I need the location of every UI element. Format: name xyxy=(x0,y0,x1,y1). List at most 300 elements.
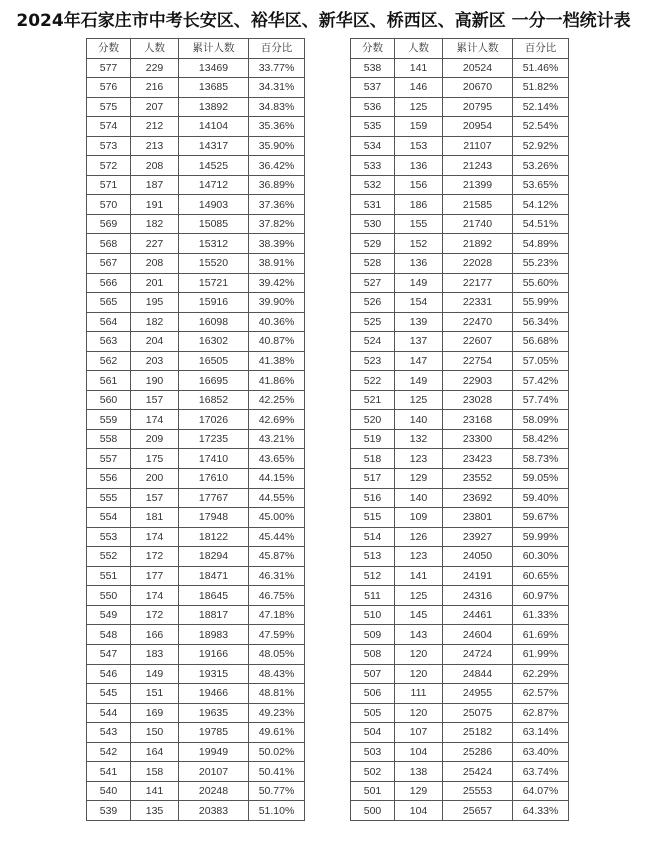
cell-cumulative: 15085 xyxy=(179,214,249,234)
cell-count: 191 xyxy=(131,195,179,215)
cell-count: 141 xyxy=(131,781,179,801)
cell-percentage: 59.67% xyxy=(513,508,569,528)
cell-cumulative: 23168 xyxy=(443,410,513,430)
cell-score: 548 xyxy=(87,625,131,645)
cell-score: 566 xyxy=(87,273,131,293)
table-row xyxy=(351,781,569,801)
cell-cumulative: 19466 xyxy=(179,684,249,704)
table-row xyxy=(351,117,569,137)
cell-score: 510 xyxy=(351,605,395,625)
cell-score: 517 xyxy=(351,469,395,489)
cell-cumulative: 15520 xyxy=(179,254,249,274)
cell-cumulative: 24050 xyxy=(443,547,513,567)
cell-percentage: 55.60% xyxy=(513,273,569,293)
cell-score: 506 xyxy=(351,684,395,704)
cell-count: 216 xyxy=(131,78,179,98)
cell-percentage: 34.31% xyxy=(249,78,305,98)
cell-count: 186 xyxy=(395,195,443,215)
cell-count: 169 xyxy=(131,703,179,723)
cell-cumulative: 24461 xyxy=(443,605,513,625)
cell-percentage: 40.87% xyxy=(249,332,305,352)
table-row xyxy=(351,605,569,625)
table-header-row xyxy=(351,39,569,59)
table-row xyxy=(87,566,305,586)
cell-cumulative: 17610 xyxy=(179,469,249,489)
cell-cumulative: 16098 xyxy=(179,312,249,332)
table-row xyxy=(351,762,569,782)
cell-score: 515 xyxy=(351,508,395,528)
cell-count: 174 xyxy=(131,586,179,606)
cell-score: 573 xyxy=(87,136,131,156)
cell-percentage: 61.69% xyxy=(513,625,569,645)
cell-score: 558 xyxy=(87,429,131,449)
table-row xyxy=(87,429,305,449)
table-row xyxy=(351,508,569,528)
cell-cumulative: 18645 xyxy=(179,586,249,606)
cell-score: 575 xyxy=(87,97,131,117)
cell-count: 195 xyxy=(131,293,179,313)
cell-score: 559 xyxy=(87,410,131,430)
table-row xyxy=(351,801,569,821)
cell-percentage: 58.73% xyxy=(513,449,569,469)
cell-count: 152 xyxy=(395,234,443,254)
cell-percentage: 41.86% xyxy=(249,371,305,391)
cell-count: 111 xyxy=(395,684,443,704)
cell-cumulative: 23801 xyxy=(443,508,513,528)
cell-percentage: 37.82% xyxy=(249,214,305,234)
table-row xyxy=(351,644,569,664)
cell-score: 539 xyxy=(87,801,131,821)
cell-count: 227 xyxy=(131,234,179,254)
cell-percentage: 54.12% xyxy=(513,195,569,215)
cell-count: 138 xyxy=(395,762,443,782)
table-row xyxy=(351,214,569,234)
table-row xyxy=(351,273,569,293)
cell-cumulative: 19949 xyxy=(179,742,249,762)
cell-count: 146 xyxy=(395,78,443,98)
cell-cumulative: 25182 xyxy=(443,723,513,743)
cell-percentage: 36.89% xyxy=(249,175,305,195)
cell-count: 156 xyxy=(395,175,443,195)
cell-count: 104 xyxy=(395,801,443,821)
cell-cumulative: 13469 xyxy=(179,58,249,78)
cell-percentage: 34.83% xyxy=(249,97,305,117)
cell-score: 540 xyxy=(87,781,131,801)
cell-cumulative: 13685 xyxy=(179,78,249,98)
cell-score: 563 xyxy=(87,332,131,352)
cell-score: 543 xyxy=(87,723,131,743)
table-row xyxy=(351,586,569,606)
cell-count: 157 xyxy=(131,488,179,508)
cell-score: 549 xyxy=(87,605,131,625)
cell-score: 530 xyxy=(351,214,395,234)
cell-score: 547 xyxy=(87,644,131,664)
header-count: 人数 xyxy=(395,39,443,59)
table-row xyxy=(351,723,569,743)
cell-percentage: 35.90% xyxy=(249,136,305,156)
table-row xyxy=(351,488,569,508)
cell-count: 129 xyxy=(395,781,443,801)
cell-percentage: 35.36% xyxy=(249,117,305,137)
cell-score: 570 xyxy=(87,195,131,215)
table-row xyxy=(351,195,569,215)
cell-score: 527 xyxy=(351,273,395,293)
table-row xyxy=(87,214,305,234)
cell-cumulative: 17235 xyxy=(179,429,249,449)
cell-score: 533 xyxy=(351,156,395,176)
table-row xyxy=(351,449,569,469)
cell-cumulative: 21243 xyxy=(443,156,513,176)
cell-cumulative: 25075 xyxy=(443,703,513,723)
cell-percentage: 58.09% xyxy=(513,410,569,430)
cell-score: 513 xyxy=(351,547,395,567)
cell-count: 126 xyxy=(395,527,443,547)
cell-cumulative: 19315 xyxy=(179,664,249,684)
cell-score: 534 xyxy=(351,136,395,156)
cell-score: 526 xyxy=(351,293,395,313)
cell-count: 120 xyxy=(395,703,443,723)
cell-cumulative: 16852 xyxy=(179,390,249,410)
table-row xyxy=(351,156,569,176)
cell-cumulative: 15721 xyxy=(179,273,249,293)
cell-score: 545 xyxy=(87,684,131,704)
cell-percentage: 61.33% xyxy=(513,605,569,625)
cell-cumulative: 24604 xyxy=(443,625,513,645)
cell-cumulative: 24316 xyxy=(443,586,513,606)
cell-count: 139 xyxy=(395,312,443,332)
table-row xyxy=(87,547,305,567)
cell-count: 136 xyxy=(395,156,443,176)
table-row xyxy=(351,547,569,567)
cell-score: 535 xyxy=(351,117,395,137)
table-row xyxy=(87,449,305,469)
table-row xyxy=(87,644,305,664)
cell-score: 561 xyxy=(87,371,131,391)
cell-cumulative: 23300 xyxy=(443,429,513,449)
cell-count: 182 xyxy=(131,312,179,332)
table-row xyxy=(351,136,569,156)
cell-percentage: 48.43% xyxy=(249,664,305,684)
table-row xyxy=(351,410,569,430)
table-row xyxy=(351,371,569,391)
cell-score: 500 xyxy=(351,801,395,821)
table-row xyxy=(351,703,569,723)
table-row xyxy=(351,390,569,410)
cell-score: 508 xyxy=(351,644,395,664)
cell-percentage: 53.65% xyxy=(513,175,569,195)
cell-percentage: 62.29% xyxy=(513,664,569,684)
cell-cumulative: 22028 xyxy=(443,254,513,274)
cell-score: 531 xyxy=(351,195,395,215)
cell-cumulative: 21740 xyxy=(443,214,513,234)
cell-count: 143 xyxy=(395,625,443,645)
cell-cumulative: 23692 xyxy=(443,488,513,508)
table-row xyxy=(351,429,569,449)
cell-score: 514 xyxy=(351,527,395,547)
cell-cumulative: 22470 xyxy=(443,312,513,332)
cell-count: 153 xyxy=(395,136,443,156)
cell-percentage: 49.23% xyxy=(249,703,305,723)
cell-cumulative: 20248 xyxy=(179,781,249,801)
cell-score: 525 xyxy=(351,312,395,332)
cell-score: 556 xyxy=(87,469,131,489)
cell-count: 204 xyxy=(131,332,179,352)
cell-score: 503 xyxy=(351,742,395,762)
cell-count: 149 xyxy=(395,371,443,391)
table-row xyxy=(87,78,305,98)
table-row xyxy=(87,742,305,762)
cell-percentage: 39.90% xyxy=(249,293,305,313)
cell-percentage: 46.31% xyxy=(249,566,305,586)
cell-score: 564 xyxy=(87,312,131,332)
cell-count: 209 xyxy=(131,429,179,449)
cell-count: 213 xyxy=(131,136,179,156)
header-score: 分数 xyxy=(87,39,131,59)
cell-cumulative: 18122 xyxy=(179,527,249,547)
cell-cumulative: 19785 xyxy=(179,723,249,743)
cell-count: 187 xyxy=(131,175,179,195)
cell-count: 201 xyxy=(131,273,179,293)
table-row xyxy=(351,58,569,78)
table-row xyxy=(87,371,305,391)
cell-score: 504 xyxy=(351,723,395,743)
cell-percentage: 43.21% xyxy=(249,429,305,449)
cell-count: 123 xyxy=(395,547,443,567)
table-row xyxy=(351,312,569,332)
cell-score: 528 xyxy=(351,254,395,274)
table-row xyxy=(351,469,569,489)
cell-count: 158 xyxy=(131,762,179,782)
cell-percentage: 46.75% xyxy=(249,586,305,606)
table-row xyxy=(87,488,305,508)
cell-cumulative: 23927 xyxy=(443,527,513,547)
cell-cumulative: 15916 xyxy=(179,293,249,313)
table-row xyxy=(87,508,305,528)
header-cumulative: 累计人数 xyxy=(179,39,249,59)
cell-count: 123 xyxy=(395,449,443,469)
cell-score: 572 xyxy=(87,156,131,176)
cell-cumulative: 20954 xyxy=(443,117,513,137)
cell-percentage: 50.02% xyxy=(249,742,305,762)
cell-score: 509 xyxy=(351,625,395,645)
table-row xyxy=(351,684,569,704)
table-row xyxy=(351,234,569,254)
cell-count: 149 xyxy=(131,664,179,684)
cell-score: 519 xyxy=(351,429,395,449)
cell-count: 129 xyxy=(395,469,443,489)
cell-percentage: 49.61% xyxy=(249,723,305,743)
cell-cumulative: 16505 xyxy=(179,351,249,371)
cell-cumulative: 24844 xyxy=(443,664,513,684)
cell-count: 104 xyxy=(395,742,443,762)
cell-percentage: 47.18% xyxy=(249,605,305,625)
table-row xyxy=(87,312,305,332)
cell-cumulative: 23552 xyxy=(443,469,513,489)
cell-percentage: 52.14% xyxy=(513,97,569,117)
cell-cumulative: 13892 xyxy=(179,97,249,117)
cell-score: 521 xyxy=(351,390,395,410)
cell-percentage: 63.14% xyxy=(513,723,569,743)
cell-score: 501 xyxy=(351,781,395,801)
cell-count: 177 xyxy=(131,566,179,586)
table-row xyxy=(87,527,305,547)
cell-percentage: 50.41% xyxy=(249,762,305,782)
cell-percentage: 33.77% xyxy=(249,58,305,78)
cell-score: 522 xyxy=(351,371,395,391)
cell-cumulative: 25286 xyxy=(443,742,513,762)
cell-score: 565 xyxy=(87,293,131,313)
cell-score: 544 xyxy=(87,703,131,723)
cell-cumulative: 19166 xyxy=(179,644,249,664)
cell-count: 135 xyxy=(131,801,179,821)
table-row xyxy=(87,136,305,156)
cell-percentage: 57.42% xyxy=(513,371,569,391)
cell-score: 550 xyxy=(87,586,131,606)
cell-count: 120 xyxy=(395,644,443,664)
cell-score: 576 xyxy=(87,78,131,98)
cell-cumulative: 16302 xyxy=(179,332,249,352)
cell-percentage: 51.10% xyxy=(249,801,305,821)
cell-percentage: 40.36% xyxy=(249,312,305,332)
cell-score: 552 xyxy=(87,547,131,567)
table-row xyxy=(87,175,305,195)
cell-count: 172 xyxy=(131,547,179,567)
cell-score: 568 xyxy=(87,234,131,254)
cell-count: 145 xyxy=(395,605,443,625)
cell-cumulative: 24724 xyxy=(443,644,513,664)
cell-cumulative: 19635 xyxy=(179,703,249,723)
cell-score: 542 xyxy=(87,742,131,762)
table-row xyxy=(351,742,569,762)
header-cumulative: 累计人数 xyxy=(443,39,513,59)
cell-percentage: 45.00% xyxy=(249,508,305,528)
table-row xyxy=(87,273,305,293)
cell-score: 505 xyxy=(351,703,395,723)
cell-percentage: 59.99% xyxy=(513,527,569,547)
cell-count: 140 xyxy=(395,488,443,508)
cell-percentage: 64.33% xyxy=(513,801,569,821)
cell-cumulative: 17026 xyxy=(179,410,249,430)
cell-score: 524 xyxy=(351,332,395,352)
cell-percentage: 48.05% xyxy=(249,644,305,664)
cell-percentage: 55.99% xyxy=(513,293,569,313)
cell-count: 150 xyxy=(131,723,179,743)
table-row xyxy=(351,625,569,645)
cell-percentage: 37.36% xyxy=(249,195,305,215)
cell-count: 182 xyxy=(131,214,179,234)
cell-percentage: 58.42% xyxy=(513,429,569,449)
cell-score: 560 xyxy=(87,390,131,410)
table-row xyxy=(87,351,305,371)
cell-count: 159 xyxy=(395,117,443,137)
cell-cumulative: 14903 xyxy=(179,195,249,215)
cell-cumulative: 20383 xyxy=(179,801,249,821)
cell-cumulative: 24191 xyxy=(443,566,513,586)
cell-cumulative: 18471 xyxy=(179,566,249,586)
cell-percentage: 44.15% xyxy=(249,469,305,489)
cell-percentage: 45.87% xyxy=(249,547,305,567)
table-row xyxy=(351,527,569,547)
cell-percentage: 59.40% xyxy=(513,488,569,508)
cell-percentage: 43.65% xyxy=(249,449,305,469)
cell-count: 141 xyxy=(395,58,443,78)
cell-count: 183 xyxy=(131,644,179,664)
table-row xyxy=(87,762,305,782)
cell-percentage: 63.40% xyxy=(513,742,569,762)
cell-score: 557 xyxy=(87,449,131,469)
cell-count: 155 xyxy=(395,214,443,234)
cell-count: 125 xyxy=(395,390,443,410)
cell-cumulative: 25424 xyxy=(443,762,513,782)
cell-percentage: 54.51% xyxy=(513,214,569,234)
cell-score: 553 xyxy=(87,527,131,547)
cell-score: 536 xyxy=(351,97,395,117)
table-row xyxy=(87,625,305,645)
cell-percentage: 45.44% xyxy=(249,527,305,547)
cell-cumulative: 20670 xyxy=(443,78,513,98)
cell-cumulative: 18983 xyxy=(179,625,249,645)
cell-cumulative: 22177 xyxy=(443,273,513,293)
cell-count: 125 xyxy=(395,586,443,606)
cell-cumulative: 22331 xyxy=(443,293,513,313)
table-row xyxy=(87,58,305,78)
cell-cumulative: 22903 xyxy=(443,371,513,391)
table-row xyxy=(87,117,305,137)
cell-cumulative: 17410 xyxy=(179,449,249,469)
cell-cumulative: 24955 xyxy=(443,684,513,704)
page-title: 2024年石家庄市中考长安区、裕华区、新华区、桥西区、高新区 一分一档统计表 xyxy=(16,11,631,31)
table-row xyxy=(87,332,305,352)
table-row xyxy=(87,703,305,723)
cell-score: 537 xyxy=(351,78,395,98)
table-row xyxy=(87,801,305,821)
cell-score: 554 xyxy=(87,508,131,528)
header-percentage: 百分比 xyxy=(249,39,305,59)
header-percentage: 百分比 xyxy=(513,39,569,59)
cell-score: 555 xyxy=(87,488,131,508)
cell-score: 516 xyxy=(351,488,395,508)
cell-percentage: 56.34% xyxy=(513,312,569,332)
cell-count: 140 xyxy=(395,410,443,430)
table-row xyxy=(351,293,569,313)
cell-percentage: 50.77% xyxy=(249,781,305,801)
cell-count: 141 xyxy=(395,566,443,586)
cell-cumulative: 21399 xyxy=(443,175,513,195)
table-row xyxy=(87,390,305,410)
table-row xyxy=(87,254,305,274)
cell-score: 567 xyxy=(87,254,131,274)
cell-count: 120 xyxy=(395,664,443,684)
cell-count: 172 xyxy=(131,605,179,625)
cell-count: 208 xyxy=(131,156,179,176)
cell-percentage: 52.54% xyxy=(513,117,569,137)
cell-percentage: 47.59% xyxy=(249,625,305,645)
cell-count: 125 xyxy=(395,97,443,117)
cell-percentage: 61.99% xyxy=(513,644,569,664)
cell-cumulative: 20795 xyxy=(443,97,513,117)
cell-percentage: 51.82% xyxy=(513,78,569,98)
cell-percentage: 60.97% xyxy=(513,586,569,606)
cell-cumulative: 17948 xyxy=(179,508,249,528)
cell-percentage: 56.68% xyxy=(513,332,569,352)
cell-cumulative: 23028 xyxy=(443,390,513,410)
score-table-left xyxy=(86,38,305,821)
cell-percentage: 39.42% xyxy=(249,273,305,293)
cell-percentage: 57.05% xyxy=(513,351,569,371)
cell-score: 511 xyxy=(351,586,395,606)
cell-count: 207 xyxy=(131,97,179,117)
table-row xyxy=(87,234,305,254)
